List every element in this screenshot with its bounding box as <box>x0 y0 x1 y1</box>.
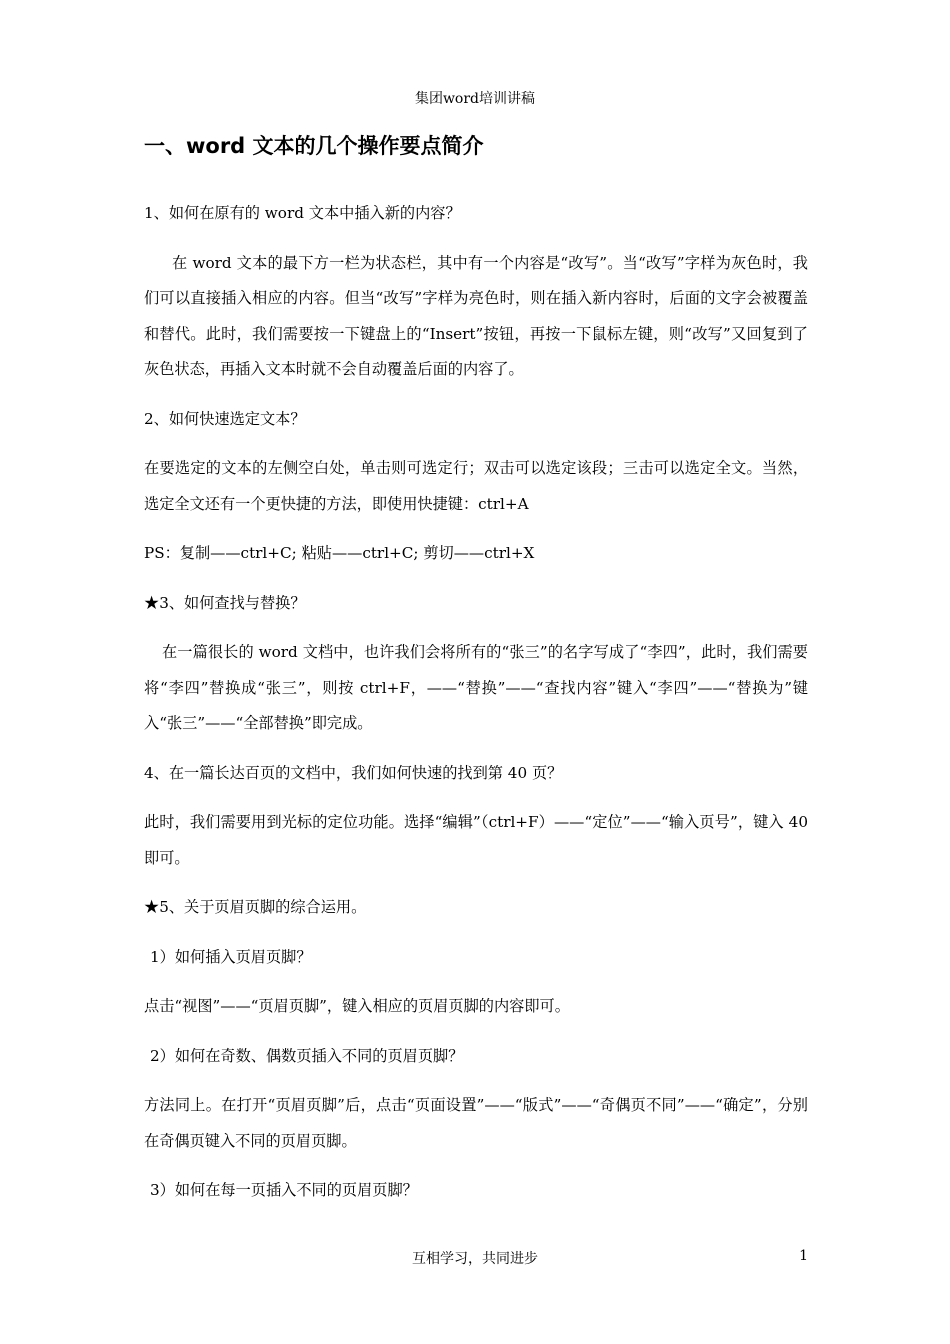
body-paragraph: 方法同上。在打开“页眉页脚”后，点击“页面设置”——“版式”——“奇偶页不同”——“确定”，分别在奇偶页键入不同的页眉页脚。 <box>144 1096 808 1150</box>
question-heading: 1、如何在原有的 word 文本中插入新的内容？ <box>144 204 461 222</box>
body-paragraph: 在要选定的文本的左侧空白处，单击则可选定行；双击可以选定该段；三击可以选定全文。当然，选定全文还有一个更快捷的方法，即使用快捷键：ctrl+A <box>144 459 808 513</box>
question-heading: 4、在一篇长达百页的文档中，我们如何快速的找到第 40 页？ <box>144 763 563 782</box>
sub-question-heading: 1）如何插入页眉页脚？ <box>150 947 312 966</box>
page-footer: 互相学习，共同进步 <box>412 1251 538 1267</box>
body-paragraph: 在一篇很长的 word 文档中，也许我们会将所有的“张三”的名字写成了“李四”，此时，我们需要将“李四”替换成“张三”，则按 ctrl+F，——“替换”——“查找内容”键入“李四”——“替换为”键入“张三”——“全部替换”即完成。 <box>144 643 808 732</box>
page-header: 集团word培训讲稿 <box>414 91 536 107</box>
page-number: 1 <box>799 1248 808 1264</box>
question-heading: ★3、如何查找与替换？ <box>144 593 306 612</box>
body-paragraph: 在 word 文本的最下方一栏为状态栏，其中有一个内容是“改写”。当“改写”字样为灰色时，我们可以直接插入相应的内容。但当“改写”字样为亮色时，则在插入新内容时，后面的文字会被覆盖和替代。此时，我们需要按一下键盘上的“Insert”按钮，再按一下鼠标左键，则“改写”又回复到了灰色状态，再插入文本时就不会自动覆盖后面的内容了。 <box>144 253 808 378</box>
question-heading: 2、如何快速选定文本？ <box>144 409 306 428</box>
body-paragraph: PS：复制——ctrl+C; 粘贴——ctrl+C; 剪切——ctrl+X <box>144 544 535 562</box>
document-body <box>144 196 808 1223</box>
sub-question-heading: 3）如何在每一页插入不同的页眉页脚？ <box>150 1181 418 1199</box>
body-paragraph: 此时，我们需要用到光标的定位功能。选择“编辑”（ctrl+F）——“定位”——“输入页号”，键入 40 即可。 <box>144 813 808 867</box>
question-heading: ★5、关于页眉页脚的综合运用。 <box>144 898 367 916</box>
section-title: 一、word 文本的几个操作要点简介 <box>144 134 484 158</box>
body-paragraph: 点击“视图”——“页眉页脚”，键入相应的页眉页脚的内容即可。 <box>144 997 570 1015</box>
sub-question-heading: 2）如何在奇数、偶数页插入不同的页眉页脚？ <box>150 1046 464 1065</box>
